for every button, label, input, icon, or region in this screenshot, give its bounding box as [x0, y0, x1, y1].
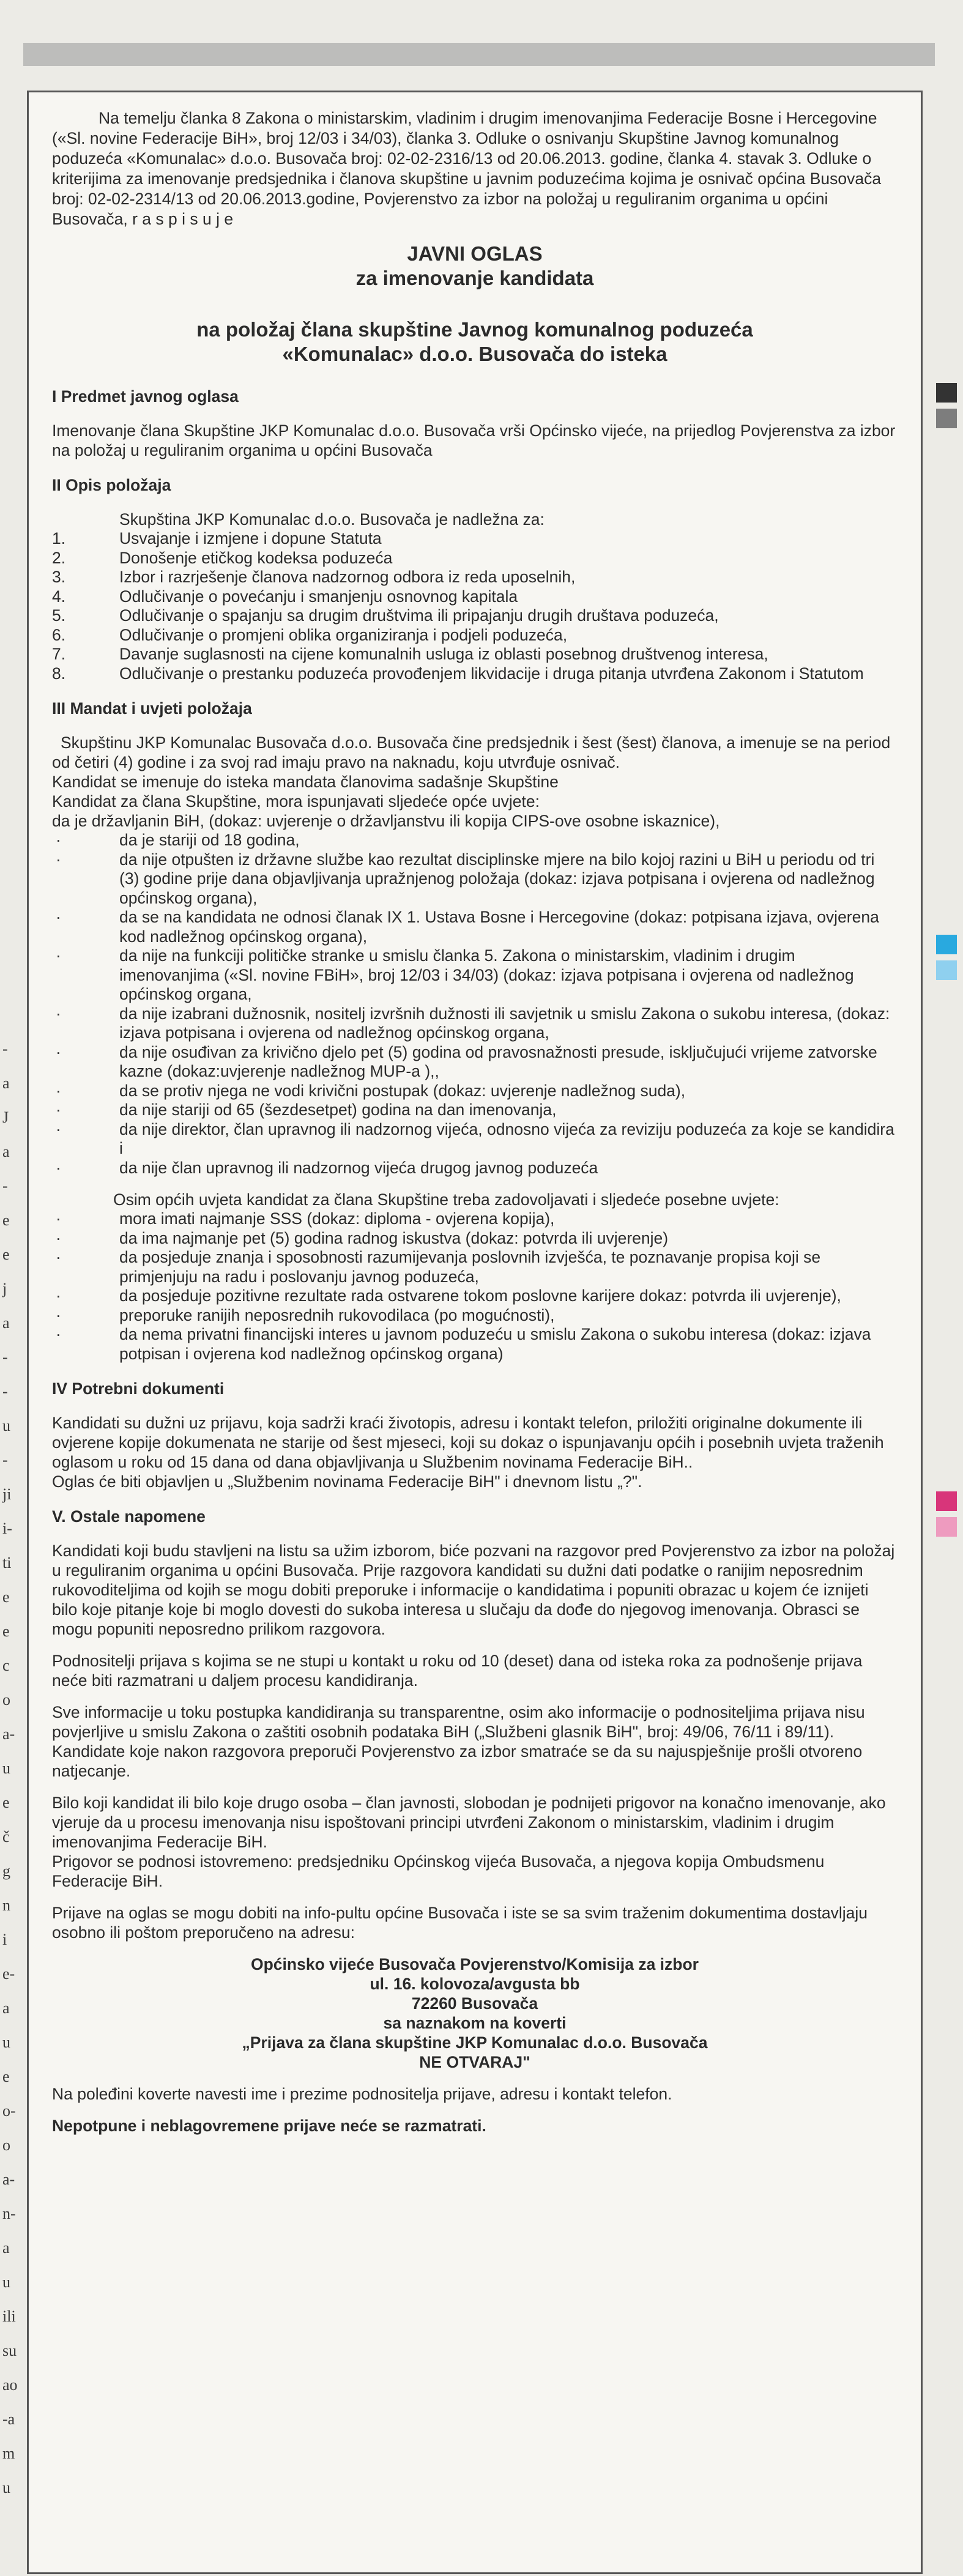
competence-item	[52, 549, 898, 568]
section-heading-remarks: V. Ostale napomene	[52, 1507, 206, 1526]
transparency-paragraph: Sve informacije u toku postupka kandidiranja su transparentne, osim ako informacije o podnositeljima prijava nisu povjerljive u smislu Zakona o zaštiti osobnih podataka BiH („Službeni glasnik BiH", broj: 49/06, 76/11 i 89/11).	[52, 1703, 865, 1741]
bullet-text: da nije direktor, član upravnog ili nadzornog vijeća, odnosno vijeća za reviziju poduzeća za koje se kandidira i	[119, 1119, 894, 1157]
bullet-text: da nije član upravnog ili nadzornog vijeća drugog javnog poduzeća	[119, 1158, 598, 1177]
gutter-fragment: n	[2, 1896, 10, 1914]
gutter-fragment: -	[2, 1177, 8, 1195]
bullet-text: da se protiv njega ne vodi krivični postupak (dokaz: uvjerenje nadležnog suda),	[119, 1081, 686, 1100]
gutter-fragment: ili	[2, 2307, 16, 2325]
gutter-fragment: a	[2, 1074, 10, 1092]
competence-list	[52, 529, 898, 683]
gutter-fragment: su	[2, 2342, 17, 2359]
subject-text: Imenovanje člana Skupštine JKP Komunalac d.o.o. Busovača vrši Općinsko vijeće, na prijedlog Povjerenstva za izbor na položaj u reguliranim organima u općini Busovača	[52, 421, 896, 459]
item-number: 6.	[52, 625, 66, 644]
gutter-fragment: o	[2, 2136, 10, 2154]
gutter-fragment: n-	[2, 2205, 16, 2222]
publication-note: Oglas će biti objavljen u „Službenim novinama Federacije BiH" i dnevnom listu „?".	[52, 1472, 642, 1491]
bullet-dot: ·	[56, 1286, 61, 1305]
gutter-fragment: j	[2, 1280, 7, 1297]
bullet-text: da posjeduje pozitivne rezultate rada ostvarene tokom poslovne karijere dokaz: potvrda ili uvjerenje),	[119, 1286, 841, 1305]
item-text: Usvajanje i izmjene i dopune Statuta	[119, 529, 382, 547]
item-number: 7.	[52, 645, 66, 663]
gutter-fragment: u	[2, 1417, 10, 1435]
address-line: „Prijava za člana skupštine JKP Komunalac d.o.o. Busovača	[242, 2033, 708, 2052]
item-number: 8.	[52, 664, 66, 683]
bullet-text: da se na kandidata ne odnosi članak IX 1. Ustava Bosne i Hercegovine (dokaz: potpisana izjava, ovjerena kod nadležnog općinskog organa),	[119, 908, 879, 946]
general-condition	[52, 908, 898, 946]
documents-paragraph: Kandidati su dužni uz prijavu, koja sadrži kraći životopis, adresu i kontakt telefon, priložiti originalne dokumente ili ovjerene kopije dokumenata ne starije od šest mjeseci, koji su dokaz o ispunjavanju općih i posebnih uvjeta traženih oglasom u roku od 15 dana od dana objavljivanja u Službenim novinama Federacije BiH..	[52, 1414, 884, 1471]
gutter-fragment: e-	[2, 1965, 15, 1983]
gutter-fragment: č	[2, 1828, 10, 1846]
general-condition	[52, 1159, 898, 1178]
gutter-fragment: -a	[2, 2410, 15, 2428]
address-line: Općinsko vijeće Busovača Povjerenstvo/Komisija za izbor	[251, 1955, 699, 1973]
incomplete-applications-note: Nepotpune i neblagovremene prijave neće se razmatrati.	[52, 2117, 486, 2135]
general-condition	[52, 1043, 898, 1082]
bullet-dot: ·	[56, 1325, 61, 1343]
item-number: 3.	[52, 568, 66, 586]
recommendation-paragraph: Kandidate koje nakon razgovora preporuči Povjerenstvo za izbor smatraće se da su najuspješnije prošli otvoreno natjecanje.	[52, 1742, 863, 1780]
item-number: 2.	[52, 548, 66, 567]
citizenship-condition: da je državljanin BiH, (dokaz: uvjerenje o državljanstvu ili kopija CIPS-ove osobne iskaznice),	[52, 812, 720, 830]
public-notice	[27, 91, 923, 2574]
section-heading-documents: IV Potrebni dokumenti	[52, 1379, 225, 1398]
section-heading-mandate: III Mandat i uvjeti položaja	[52, 699, 252, 718]
address-line: sa naznakom na koverti	[383, 2014, 567, 2032]
competence-item	[52, 587, 898, 607]
application-delivery: Prijave na oglas se mogu dobiti na info-pultu općine Busovača i iste se sa svim traženim dokumentima dostavljaju osobno ili poštom preporučeno na adresu:	[52, 1904, 868, 1942]
general-condition	[52, 1101, 898, 1120]
newspaper-header-bar	[23, 43, 935, 66]
objection-submission: Prigovor se podnosi istovremeno: predsjedniku Općinskog vijeća Busovača, a njegova kopija Ombudsmenu Federacije BiH.	[52, 1852, 825, 1890]
item-text: Donošenje etičkog kodeksa poduzeća	[119, 548, 393, 567]
mandate-duration: Kandidat se imenuje do isteka mandata članovima sadašnje Skupštine	[52, 773, 559, 791]
gutter-fragment: u	[2, 1759, 10, 1777]
competence-item	[52, 568, 898, 587]
bullet-text: da ima najmanje pet (5) godina radnog iskustva (dokaz: potvrda ili uvjerenje)	[119, 1228, 669, 1247]
item-text: Izbor i razrješenje članova nadzornog odbora iz reda uposelnih,	[119, 568, 576, 586]
gutter-fragment: u	[2, 2033, 10, 2051]
section-heading-subject: I Predmet javnog oglasa	[52, 387, 239, 406]
print-color-mark-dark	[936, 383, 957, 403]
item-text: Odlučivanje o povećanju i smanjenju osnovnog kapitala	[119, 587, 518, 606]
general-condition	[52, 1004, 898, 1043]
special-condition	[52, 1248, 898, 1286]
bullet-text: da nije osuđivan za krivično djelo pet (5) godina od pravosnažnosti presude, isključujući vrijeme zatvorske kazne (dokaz:uvjerenje nadležnog MUP-a ),,	[119, 1042, 877, 1080]
gutter-fragment: m	[2, 2444, 15, 2462]
bullet-text: da posjeduje znanja i sposobnosti razumijevanja poslovnih izvješća, te poznavanje propisa koji se primjenjuju na radu i poslovanju javnog poduzeća,	[119, 1248, 821, 1286]
general-conditions-list	[52, 831, 898, 1178]
general-conditions-lead: Kandidat za člana Skupštine, mora ispunjavati sljedeće opće uvjete:	[52, 792, 540, 811]
special-condition	[52, 1286, 898, 1306]
competence-item	[52, 606, 898, 626]
address-line: 72260 Busovača	[411, 1994, 538, 2013]
gutter-fragment: e	[2, 1794, 10, 1811]
special-condition	[52, 1209, 898, 1229]
item-text: Odlučivanje o promjeni oblika organiziranja i podjeli poduzeća,	[119, 625, 568, 644]
gutter-fragment: ao	[2, 2376, 18, 2394]
competence-item	[52, 626, 898, 645]
bullet-dot: ·	[56, 908, 61, 926]
gutter-fragment: J	[2, 1108, 9, 1126]
item-text: Odlučivanje o spajanju sa drugim društvima ili pripajanju drugih društava poduzeća,	[119, 606, 719, 625]
item-number: 4.	[52, 587, 66, 606]
bullet-dot: ·	[56, 946, 61, 965]
bullet-dot: ·	[56, 1119, 61, 1138]
bullet-text: mora imati najmanje SSS (dokaz: diploma - ovjerena kopija),	[119, 1209, 555, 1228]
interview-paragraph: Kandidati koji budu stavljeni na listu sa užim izborom, biće pozvani na razgovor pred Povjerenstvo za izbor na položaj u reguliranim organima u općini Busovača. Prije razgovora kandidati su dužni dati podatke o ranijim neposrednim rukovoditeljima od kojih se mogu dobiti preporuke i informacije o kandidatima i popuniti obrazac u kojem će iznijeti bilo koje pitanje koje bi moglo dovesti do sukoba interesa u slučaju da dođe do njegovog imenovanja. Obrasci se mogu popuniti neposredno prilikom razgovora.	[52, 1542, 895, 1638]
bullet-text: da nije izabrani dužnosnik, nositelj izvršnih dužnosti ili savjetnik u smislu Zakona o sukobu interesa, (dokaz: izjava potpisana i ovjerena od nadležnog općinskog organa,	[119, 1004, 890, 1042]
gutter-fragment: u	[2, 2479, 10, 2496]
gutter-fragment: i-	[2, 1520, 12, 1537]
gutter-fragment: a	[2, 2239, 10, 2257]
gutter-fragment: u	[2, 2273, 10, 2291]
bullet-dot: ·	[56, 1248, 61, 1266]
gutter-fragment: e	[2, 1622, 10, 1640]
gutter-fragment: a-	[2, 1725, 15, 1743]
bullet-text: da nije otpušten iz državne službe kao rezultat disciplinske mjere na bilo kojoj razini u BiH u periodu od tri (3) godine prije dana objavljivanja upražnjenog položaja (dokaz: izjava potpisana i ovjerena od nadležnog općinskog organa),	[119, 850, 875, 907]
special-condition	[52, 1229, 898, 1249]
bullet-text: da nije stariji od 65 (šezdesetpet) godina na dan imenovanja,	[119, 1101, 557, 1119]
item-number: 5.	[52, 606, 66, 625]
general-condition	[52, 831, 898, 850]
general-condition	[52, 850, 898, 908]
special-condition	[52, 1306, 898, 1326]
mailing-address	[52, 1954, 898, 2072]
gutter-fragment: -	[2, 1040, 8, 1058]
bullet-text: da je stariji od 18 godina,	[119, 831, 300, 849]
bullet-dot: ·	[56, 1101, 61, 1119]
bullet-dot: ·	[56, 1209, 61, 1228]
gutter-fragment: -	[2, 1451, 8, 1469]
print-color-mark-cyan-light	[936, 960, 957, 980]
gutter-fragment: a-	[2, 2170, 15, 2188]
bullet-text: preporuke ranijih neposrednih rukovodilaca (po mogućnosti),	[119, 1305, 555, 1324]
bullet-dot: ·	[56, 850, 61, 869]
general-condition	[52, 1120, 898, 1159]
gutter-fragment: e	[2, 1588, 10, 1606]
gutter-fragment: ti	[2, 1554, 12, 1572]
description-lead: Skupština JKP Komunalac d.o.o. Busovača je nadležna za:	[119, 510, 545, 529]
bullet-text: da nije na funkciji političke stranke u smislu članka 5. Zakona o ministarskim, vladinim i drugim imenovanjima («Sl. novine FBiH», broj 12/03 i 34/03) (dokaz: izjava potpisana i ovjerena od nadležnog općinskog organa,	[119, 946, 854, 1003]
bullet-text: da nema privatni financijski interes u javnom poduzeću u smislu Zakona o sukobu interesa (dokaz: izjava potpisan i ovjerena kod nadležnog općinskog organa)	[119, 1325, 871, 1363]
bullet-dot: ·	[56, 1004, 61, 1023]
bullet-dot: ·	[56, 1305, 61, 1324]
notice-title: JAVNI OGLAS	[407, 242, 543, 265]
gutter-fragment: -	[2, 1383, 8, 1400]
gutter-fragment: o-	[2, 2102, 16, 2120]
gutter-fragment: g	[2, 1862, 10, 1880]
gutter-fragment: o	[2, 1691, 10, 1709]
general-condition	[52, 1082, 898, 1101]
gutter-fragment: -	[2, 1348, 8, 1366]
gutter-fragment: a	[2, 1143, 10, 1160]
bullet-dot: ·	[56, 1158, 61, 1177]
competence-item	[52, 529, 898, 549]
gutter-fragment: i	[2, 1931, 7, 1948]
section-heading-description: II Opis položaja	[52, 476, 171, 494]
item-text: Davanje suglasnosti na cijene komunalnih usluga iz oblasti posebnog društvenog interesa,	[119, 645, 768, 663]
gutter-fragment: e	[2, 1245, 10, 1263]
contact-deadline-paragraph: Podnositelji prijava s kojima se ne stupi u kontakt u roku od 10 (deset) dana od isteka roka za podnošenje prijava neće biti razmatrani u daljem procesu kandidiranja.	[52, 1652, 863, 1690]
bullet-dot: ·	[56, 1081, 61, 1100]
item-number: 1.	[52, 529, 66, 547]
gutter-fragment: e	[2, 2068, 10, 2085]
position-title: na položaj člana skupštine Javnog komunalnog poduzeća	[196, 318, 753, 341]
print-color-mark-cyan	[936, 935, 957, 954]
bullet-dot: ·	[56, 1228, 61, 1247]
company-title: «Komunalac» d.o.o. Busovača do isteka	[282, 343, 667, 365]
gutter-fragment: e	[2, 1211, 10, 1229]
competence-item	[52, 645, 898, 664]
adjacent-column-fragments	[0, 1040, 29, 2569]
mandate-paragraph: Skupštinu JKP Komunalac Busovača d.o.o. Busovača čine predsjednik i šest (šest) članova, a imenuje se na period od četiri (4) godine i za svoj rad imaju pravo na naknadu, koju utvrđuje osnivač.	[52, 733, 891, 771]
general-condition	[52, 946, 898, 1004]
print-color-mark-magenta-light	[936, 1517, 957, 1537]
gutter-fragment: a	[2, 1314, 10, 1332]
print-color-mark-grey	[936, 409, 957, 428]
gutter-fragment: c	[2, 1657, 10, 1674]
bullet-dot: ·	[56, 1042, 61, 1061]
address-line: NE OTVARAJ"	[419, 2053, 530, 2071]
competence-item	[52, 664, 898, 684]
bullet-dot: ·	[56, 831, 61, 849]
envelope-note: Na poleđini koverte navesti ime i prezime podnositelja prijave, adresu i kontakt telefon.	[52, 2085, 672, 2103]
special-condition	[52, 1325, 898, 1364]
objection-paragraph: Bilo koji kandidat ili bilo koje drugo osoba – član javnosti, slobodan je podnijeti prigovor na konačno imenovanje, ako vjeruje da u procesu imenovanja nisu ispoštovani principi utvrđeni Zakonom o ministarskim, vladinim i drugim imenovanjima Federacije BiH.	[52, 1794, 886, 1851]
item-text: Odlučivanje o prestanku poduzeća provođenjem likvidacije i druga pitanja utvrđena Zakonom i Statutom	[119, 664, 864, 683]
print-color-mark-magenta	[936, 1491, 957, 1511]
special-conditions-lead: Osim općih uvjeta kandidat za člana Skupštine treba zadovoljavati i sljedeće posebne uvjete:	[113, 1190, 779, 1209]
address-line: ul. 16. kolovoza/avgusta bb	[370, 1975, 580, 1993]
special-conditions-list	[52, 1209, 898, 1364]
intro-paragraph: Na temelju članka 8 Zakona o ministarskim, vladinim i drugim imenovanjima Federacije Bosne i Hercegovine («Sl. novine Federacije BiH», broj 12/03 i 34/03), članka 3. Odluke o osnivanju Skupštine Javnog komunalnog poduzeća «Komunalac» d.o.o. Busovača broj: 02-02-2316/13 od 20.06.2013. godine, članka 4. stavak 3. Odluke o kriterijima za imenovanje predsjednika i članova skupštine u javnim poduzećima kojima je osnivač općina Busovača broj: 02-02-2314/13 od 20.06.2013.godine, Povjerenstvo za izbor na položaj u reguliranim organima u općini Busovača, r a s p i s u j e	[52, 109, 882, 228]
notice-subtitle: za imenovanje kandidata	[355, 267, 594, 289]
gutter-fragment: ji	[2, 1485, 12, 1503]
gutter-fragment: a	[2, 1999, 10, 2017]
